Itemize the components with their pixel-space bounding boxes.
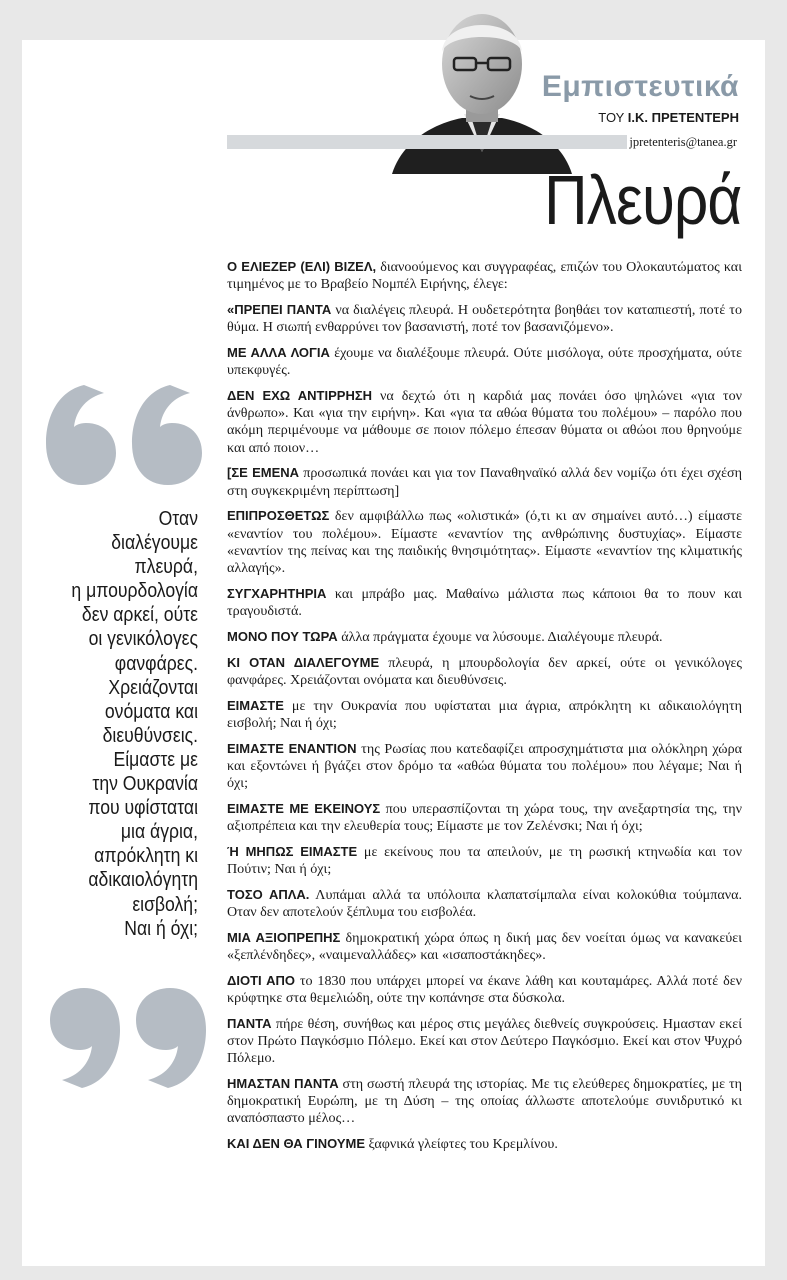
paragraph-text: στη σωστή πλευρά της ιστορίας. Με τις ελεύθερες δημοκρατίες, με τη δημοκρατική Ευρώπη, με τη Δύση – της οποίας άλλωστε αποτελούμε συνιδρυτικό κι αναπόσπαστο μέλος… bbox=[227, 1076, 742, 1127]
byline-author: Ι.Κ. ΠΡΕΤΕΝΤΕΡΗ bbox=[627, 110, 739, 125]
article-body bbox=[227, 258, 742, 1161]
paragraph-text: δημοκρατική χώρα όπως η δική μας δεν νοείται όμως να κανακεύει «ξεπλένδηδες», «ναιμεναλλάδες» και «ισαποστάκηδες». bbox=[227, 929, 742, 964]
paragraph bbox=[227, 972, 742, 1007]
paragraph-lead: ΗΜΑΣΤΑΝ ΠΑΝΤΑ bbox=[227, 1076, 339, 1092]
paragraph bbox=[227, 1135, 742, 1153]
paragraph-text: προσωπικά πονάει και για τον Παναθηναϊκό αλλά δεν νομίζω ότι έχει σχέση στη συγκεκριμένη περίπτωση] bbox=[227, 465, 742, 499]
byline bbox=[598, 110, 739, 125]
paragraph bbox=[227, 740, 742, 793]
paragraph bbox=[227, 697, 742, 732]
paragraph bbox=[227, 800, 742, 835]
paragraph-text: δεν αμφιβάλλω πως «ολιστικά» (ό,τι κι αν σημαίνει αυτό…) είμαστε «εναντίον του πολέμου». Είμαστε «εναντίον της ανθρώπινης δυστυχίας». Είμαστε «εναντίον της πείνας και της παιδικής θνησιμότητας». Είμαστε «εναντίον της κλιματικής αλλαγής». bbox=[227, 508, 742, 577]
paragraph-lead: [ΣΕ ΕΜΕΝΑ bbox=[227, 465, 300, 481]
paragraph bbox=[227, 654, 742, 689]
paragraph bbox=[227, 1015, 742, 1068]
headline: Πλευρά bbox=[543, 161, 741, 239]
paragraph-lead: Ή ΜΗΠΩΣ ΕΙΜΑΣΤΕ bbox=[227, 843, 358, 859]
paragraph bbox=[227, 628, 742, 646]
paragraph-lead: ΚΙ ΟΤΑΝ ΔΙΑΛΕΓΟΥΜΕ bbox=[227, 654, 380, 670]
paragraph-text: να δεχτώ ότι η καρδιά μας πονάει όσο ψηλώνει «για τον άνθρωπο». Και «για την ειρήνη». Και «για τα αθώα θύματα του πολέμου» – παρόλο που ακόμη περιμένουμε να μάθουμε σε ποιον πόλεμο έπεσαν θύματα οι αθώοι που θρηνούμε και από ποιον… bbox=[227, 388, 742, 456]
paragraph-text: με την Ουκρανία που υφίσταται μια άγρια, απρόκλητη κι αδικαιολόγητη εισβολή; Ναι ή όχι; bbox=[227, 697, 742, 731]
paragraph-lead: ΣΥΓΧΑΡΗΤΗΡΙΑ bbox=[227, 585, 327, 601]
paragraph-text: που υπερασπίζονται τη χώρα τους, την ανεξαρτησία της, την αξιοπρέπεια και την ελευθερία τους; Είμαστε με τον Ζελένσκι; Ναι ή όχι; bbox=[227, 800, 743, 835]
paragraph-text: της Ρωσίας που κατεδαφίζει απροσχημάτιστα μια ολόκληρη χώρα και εξοντώνει ή βγάζει στον δρόμο τα «αθώα θύματα του πολέμου» που λέγαμε; Ναι ή όχι; bbox=[227, 740, 742, 792]
paragraph bbox=[227, 585, 742, 620]
paragraph-text: με εκείνους που τα απειλούν, με τη ρωσική κτηνωδία και τον Πούτιν; Ναι ή όχι; bbox=[227, 843, 742, 878]
newspaper-page bbox=[22, 40, 765, 1266]
author-email[interactable]: jpretenteris@tanea.gr bbox=[629, 135, 737, 149]
paragraph bbox=[227, 301, 742, 336]
paragraph-text: Λυπάμαι αλλά τα υπόλοιπα κλαπατσίμπαλα είναι κολοκύθια τούμπανα. Οταν δεν αποτελούν ξέπλυμα του εισβολέα. bbox=[227, 886, 743, 921]
paragraph-text: και μπράβο μας. Μαθαίνω μάλιστα πως κάποιοι θα το πουν και τραγουδιστά. bbox=[227, 585, 742, 620]
paragraph-text: έχουμε να διαλέξουμε πλευρά. Ούτε μισόλογα, ούτε προσχήματα, ούτε υπεκφυγές. bbox=[227, 345, 742, 379]
paragraph-text: διανοούμενος και συγγραφέας, επιζών του Ολοκαυτώματος και τιμημένος με το Βραβείο Νομπέλ Ειρήνης, έλεγε: bbox=[227, 259, 742, 293]
pull-quote: Οταν διαλέγουμε πλευρά, η μπουρδολογία δεν αρκεί, ούτε οι γενικόλογες φανφάρες. Χρειάζονται ονόματα και διευθύνσεις. Είμαστε με την Ουκρανία που υφίσταται μια άγρια, απρόκλητη κι αδικαιολόγητη εισβολή; Ναι ή όχι; bbox=[71, 508, 198, 940]
paragraph bbox=[227, 929, 742, 964]
paragraph-text: πήρε θέση, συνήθως και μέρος στις μεγάλες διεθνείς συγκρούσεις. Ημασταν εκεί στον Πρώτο Παγκόσμιο Πόλεμο. Εκεί και στον Δεύτερο Παγκόσμιο. Εκεί και στον Ψυχρό Πόλεμο. bbox=[227, 1015, 742, 1067]
paragraph-text: ξαφνικά γλείφτες του Κρεμλίνου. bbox=[365, 1136, 558, 1153]
column-name: Εμπιστευτικά bbox=[541, 70, 739, 103]
paragraph-lead: ΕΙΜΑΣΤΕ ΜΕ ΕΚΕΙΝΟΥΣ bbox=[227, 800, 381, 816]
paragraph-lead: ΔΕΝ ΕΧΩ ΑΝΤΙΡΡΗΣΗ bbox=[227, 388, 373, 403]
close-quote-icon bbox=[46, 988, 206, 1088]
paragraph-text: άλλα πράγματα έχουμε να λύσουμε. Διαλέγουμε πλευρά. bbox=[337, 628, 663, 645]
paragraph-lead: ΕΙΜΑΣΤΕ ΕΝΑΝΤΙΟΝ bbox=[227, 740, 357, 756]
paragraph-lead: ΤΟΣΟ ΑΠΛΑ. bbox=[227, 886, 310, 902]
paragraph-text: το 1830 που υπάρχει μπορεί να έκανε λάθη και κουταμάρες. Αλλά ποτέ δεν κρύφτηκε στα θεμελιώδη, ούτε την κοπάνησε στα δύσκολα. bbox=[227, 972, 742, 1007]
paragraph-lead: ΕΙΜΑΣΤΕ bbox=[227, 697, 284, 713]
paragraph-lead: ΔΙΟΤΙ ΑΠΟ bbox=[227, 972, 295, 988]
paragraph-lead: ΚΑΙ ΔΕΝ ΘΑ ΓΙΝΟΥΜΕ bbox=[227, 1136, 366, 1152]
paragraph-text: πλευρά, η μπουρδολογία δεν αρκεί, ούτε οι γενικόλογες φανφάρες. Χρειάζονται ονόματα και διευθύνσεις. bbox=[227, 654, 743, 688]
paragraph bbox=[227, 843, 742, 878]
paragraph-lead: ΠΑΝΤΑ bbox=[227, 1015, 272, 1031]
paragraph bbox=[227, 258, 742, 293]
open-quote-icon bbox=[46, 385, 206, 485]
paragraph-lead: Ο ΕΛΙΕΖΕΡ (ΕΛΙ) ΒΙΖΕΛ, bbox=[227, 259, 377, 274]
paragraph-lead: ΕΠΙΠΡΟΣΘΕΤΩΣ bbox=[227, 508, 330, 524]
paragraph bbox=[227, 344, 742, 379]
paragraph-lead: ΜΙΑ ΑΞΙΟΠΡΕΠΗΣ bbox=[227, 929, 341, 945]
paragraph bbox=[227, 387, 742, 457]
paragraph-lead: ΜΕ ΑΛΛΑ ΛΟΓΙΑ bbox=[227, 345, 330, 360]
paragraph-text: να διαλέγεις πλευρά. Η ουδετερότητα βοηθάει τον καταπιεστή, ποτέ το θύμα. Η σιωπή ενθαρρύνει τον βασανιστή, ποτέ τον βασανιζόμενο». bbox=[227, 302, 742, 336]
paragraph bbox=[227, 886, 742, 921]
paragraph bbox=[227, 464, 742, 499]
paragraph bbox=[227, 1075, 742, 1128]
paragraph-lead: «ΠΡΕΠΕΙ ΠΑΝΤΑ bbox=[227, 302, 332, 317]
paragraph bbox=[227, 507, 742, 577]
paragraph-lead: ΜΟΝΟ ΠΟΥ ΤΩΡΑ bbox=[227, 628, 338, 644]
byline-prefix: ΤΟΥ bbox=[598, 110, 625, 125]
